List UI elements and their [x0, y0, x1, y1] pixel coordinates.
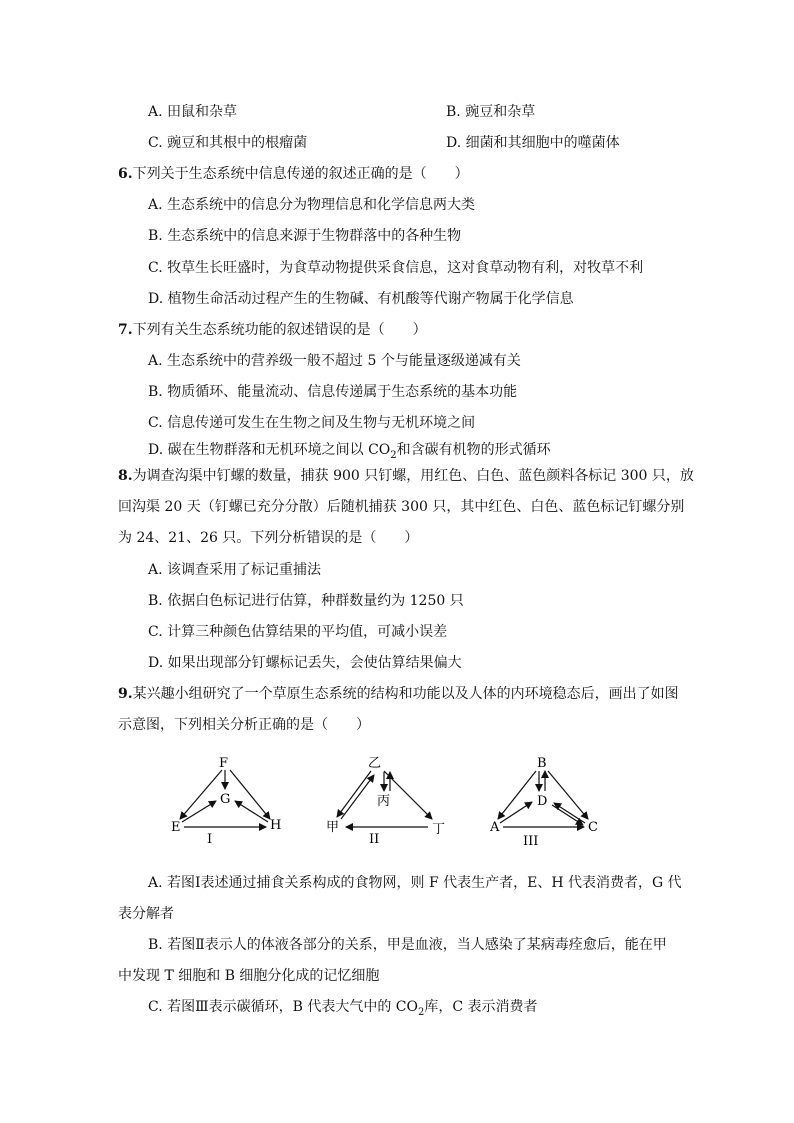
q7-option-d-subscript: 2	[390, 449, 397, 461]
diagram-3-top-label: B	[537, 756, 547, 771]
q7-text: 下列有关生态系统功能的叙述错误的是（ ）	[132, 322, 427, 338]
q6-text: 下列关于生态系统中信息传递的叙述正确的是（ ）	[132, 166, 469, 182]
q7-option-d-text-end: 和含碳有机物的形式循环	[396, 442, 551, 458]
diagram-1-left-label: E	[171, 820, 181, 835]
q9-option-c	[148, 997, 538, 1023]
q9-option-b-line2: 中发现 T 细胞和 B 细胞分化成的记忆细胞	[118, 968, 380, 984]
diagram-1-right-label: H	[270, 818, 282, 833]
q5-option-d: D. 细菌和其细胞中的噬菌体	[446, 135, 620, 151]
q7-option-c: C. 信息传递可发生在生物之间及生物与无机环境之间	[148, 415, 476, 431]
diagram-1	[171, 756, 281, 847]
q8-text-line3: 为 24、21、26 只。下列分析错误的是（ ）	[118, 530, 419, 546]
q6-option-b: B. 生态系统中的信息来源于生物群落中的各种生物	[148, 228, 462, 244]
diagram-3-left-label: A	[490, 820, 500, 835]
q9-text-line1: 某兴趣小组研究了一个草原生态系统的结构和功能以及人体的内环境稳态后，画出了如图	[132, 686, 679, 702]
diagram-3-right-label: C	[588, 820, 598, 835]
q6-number: 6.	[118, 166, 133, 182]
diagram-3-roman: III	[523, 834, 539, 849]
diagram-1-center-label: G	[220, 792, 231, 807]
diagram-2-arrow-top-left	[337, 771, 371, 817]
diagram-3	[489, 756, 598, 849]
q8-text-line1: 为调查沟渠中钉螺的数量，捕获 900 只钉螺，用红色、白色、蓝色颜料各标记 300 只，放	[132, 468, 694, 484]
q8-option-b: B. 依据白色标记进行估算，种群数量约为 1250 只	[148, 593, 464, 609]
q7-option-b: B. 物质循环、能量流动、信息传递属于生态系统的基本功能	[148, 384, 518, 400]
q9-text-line2: 示意图，下列相关分析正确的是（ ）	[118, 717, 370, 733]
diagram-2-right-label: 丁	[432, 822, 446, 837]
q5-option-c: C. 豌豆和其根中的根瘤菌	[148, 135, 308, 151]
diagram-1-arrow-top-right	[230, 770, 270, 819]
diagram-3-arrow-left-center	[500, 802, 532, 823]
diagram-1-arrow-top-left	[180, 770, 222, 819]
diagram-3-center-label: D	[537, 794, 548, 809]
diagram-2-left-label: 甲	[326, 820, 340, 835]
diagram-2-roman: II	[369, 832, 380, 847]
diagram-2-arrow-top-right	[384, 771, 432, 819]
diagram-2-arrow-left-top	[341, 775, 374, 819]
q9-option-b-line1: B. 若图Ⅱ表示人的体液各部分的关系，甲是血液，当人感染了某病毒痊愈后，能在甲	[148, 937, 667, 953]
diagram-2	[326, 756, 445, 847]
q7-stem	[118, 320, 427, 340]
q9-stem	[118, 684, 679, 704]
q8-text-line2: 回沟渠 20 天（钉螺已充分分散）后随机捕获 300 只，其中红色、白色、蓝色标记钉螺分别	[118, 499, 685, 515]
q8-option-c: C. 计算三种颜色估算结果的平均值，可减小误差	[148, 624, 448, 640]
diagram-2-top-label: 乙	[368, 756, 382, 771]
q5-option-b: B. 豌豆和杂草	[446, 104, 536, 120]
diagram-3-arrow-right-center	[554, 803, 585, 823]
q9-option-a-line2: 表分解者	[118, 906, 174, 922]
q5-option-a: A. 田鼠和杂草	[148, 104, 238, 120]
q6-stem	[118, 164, 469, 184]
q7-option-d-text: D. 碳在生物群落和无机环境之间以 CO	[148, 442, 391, 458]
q7-number: 7.	[118, 322, 133, 338]
q7-option-d	[148, 440, 551, 466]
q8-option-d: D. 如果出现部分钉螺标记丢失，会使估算结果偏大	[148, 655, 462, 671]
q9-option-c-text: C. 若图Ⅲ表示碳循环，B 代表大气中的 CO	[148, 999, 418, 1015]
diagram-1-roman: I	[207, 832, 213, 847]
diagram-1-top-label: F	[219, 756, 229, 771]
q8-stem	[118, 466, 694, 486]
q6-option-a: A. 生态系统中的信息分为物理信息和化学信息两大类	[148, 197, 476, 213]
q9-option-c-subscript: 2	[418, 1006, 425, 1018]
q9-number: 9.	[118, 686, 133, 702]
diagram-2-center-label: 丙	[377, 794, 391, 809]
q9-option-c-text-end: 库，C 表示消费者	[424, 999, 538, 1015]
q9-diagrams	[160, 755, 620, 855]
q8-option-a: A. 该调查采用了标记重捕法	[148, 562, 322, 578]
q8-number: 8.	[118, 468, 133, 484]
q9-option-a-line1: A. 若图Ⅰ表述通过捕食关系构成的食物网，则 F 代表生产者，E、H 代表消费者，G 代	[148, 875, 682, 891]
diagram-1-arrow-right-center	[235, 801, 268, 822]
q7-option-a: A. 生态系统中的营养级一般不超过 5 个与能量逐级递减有关	[148, 353, 521, 369]
q6-option-c: C. 牧草生长旺盛时，为食草动物提供采食信息，这对食草动物有利，对牧草不利	[148, 260, 644, 276]
q6-option-d: D. 植物生命活动过程产生的生物碱、有机酸等代谢产物属于化学信息	[148, 291, 574, 307]
